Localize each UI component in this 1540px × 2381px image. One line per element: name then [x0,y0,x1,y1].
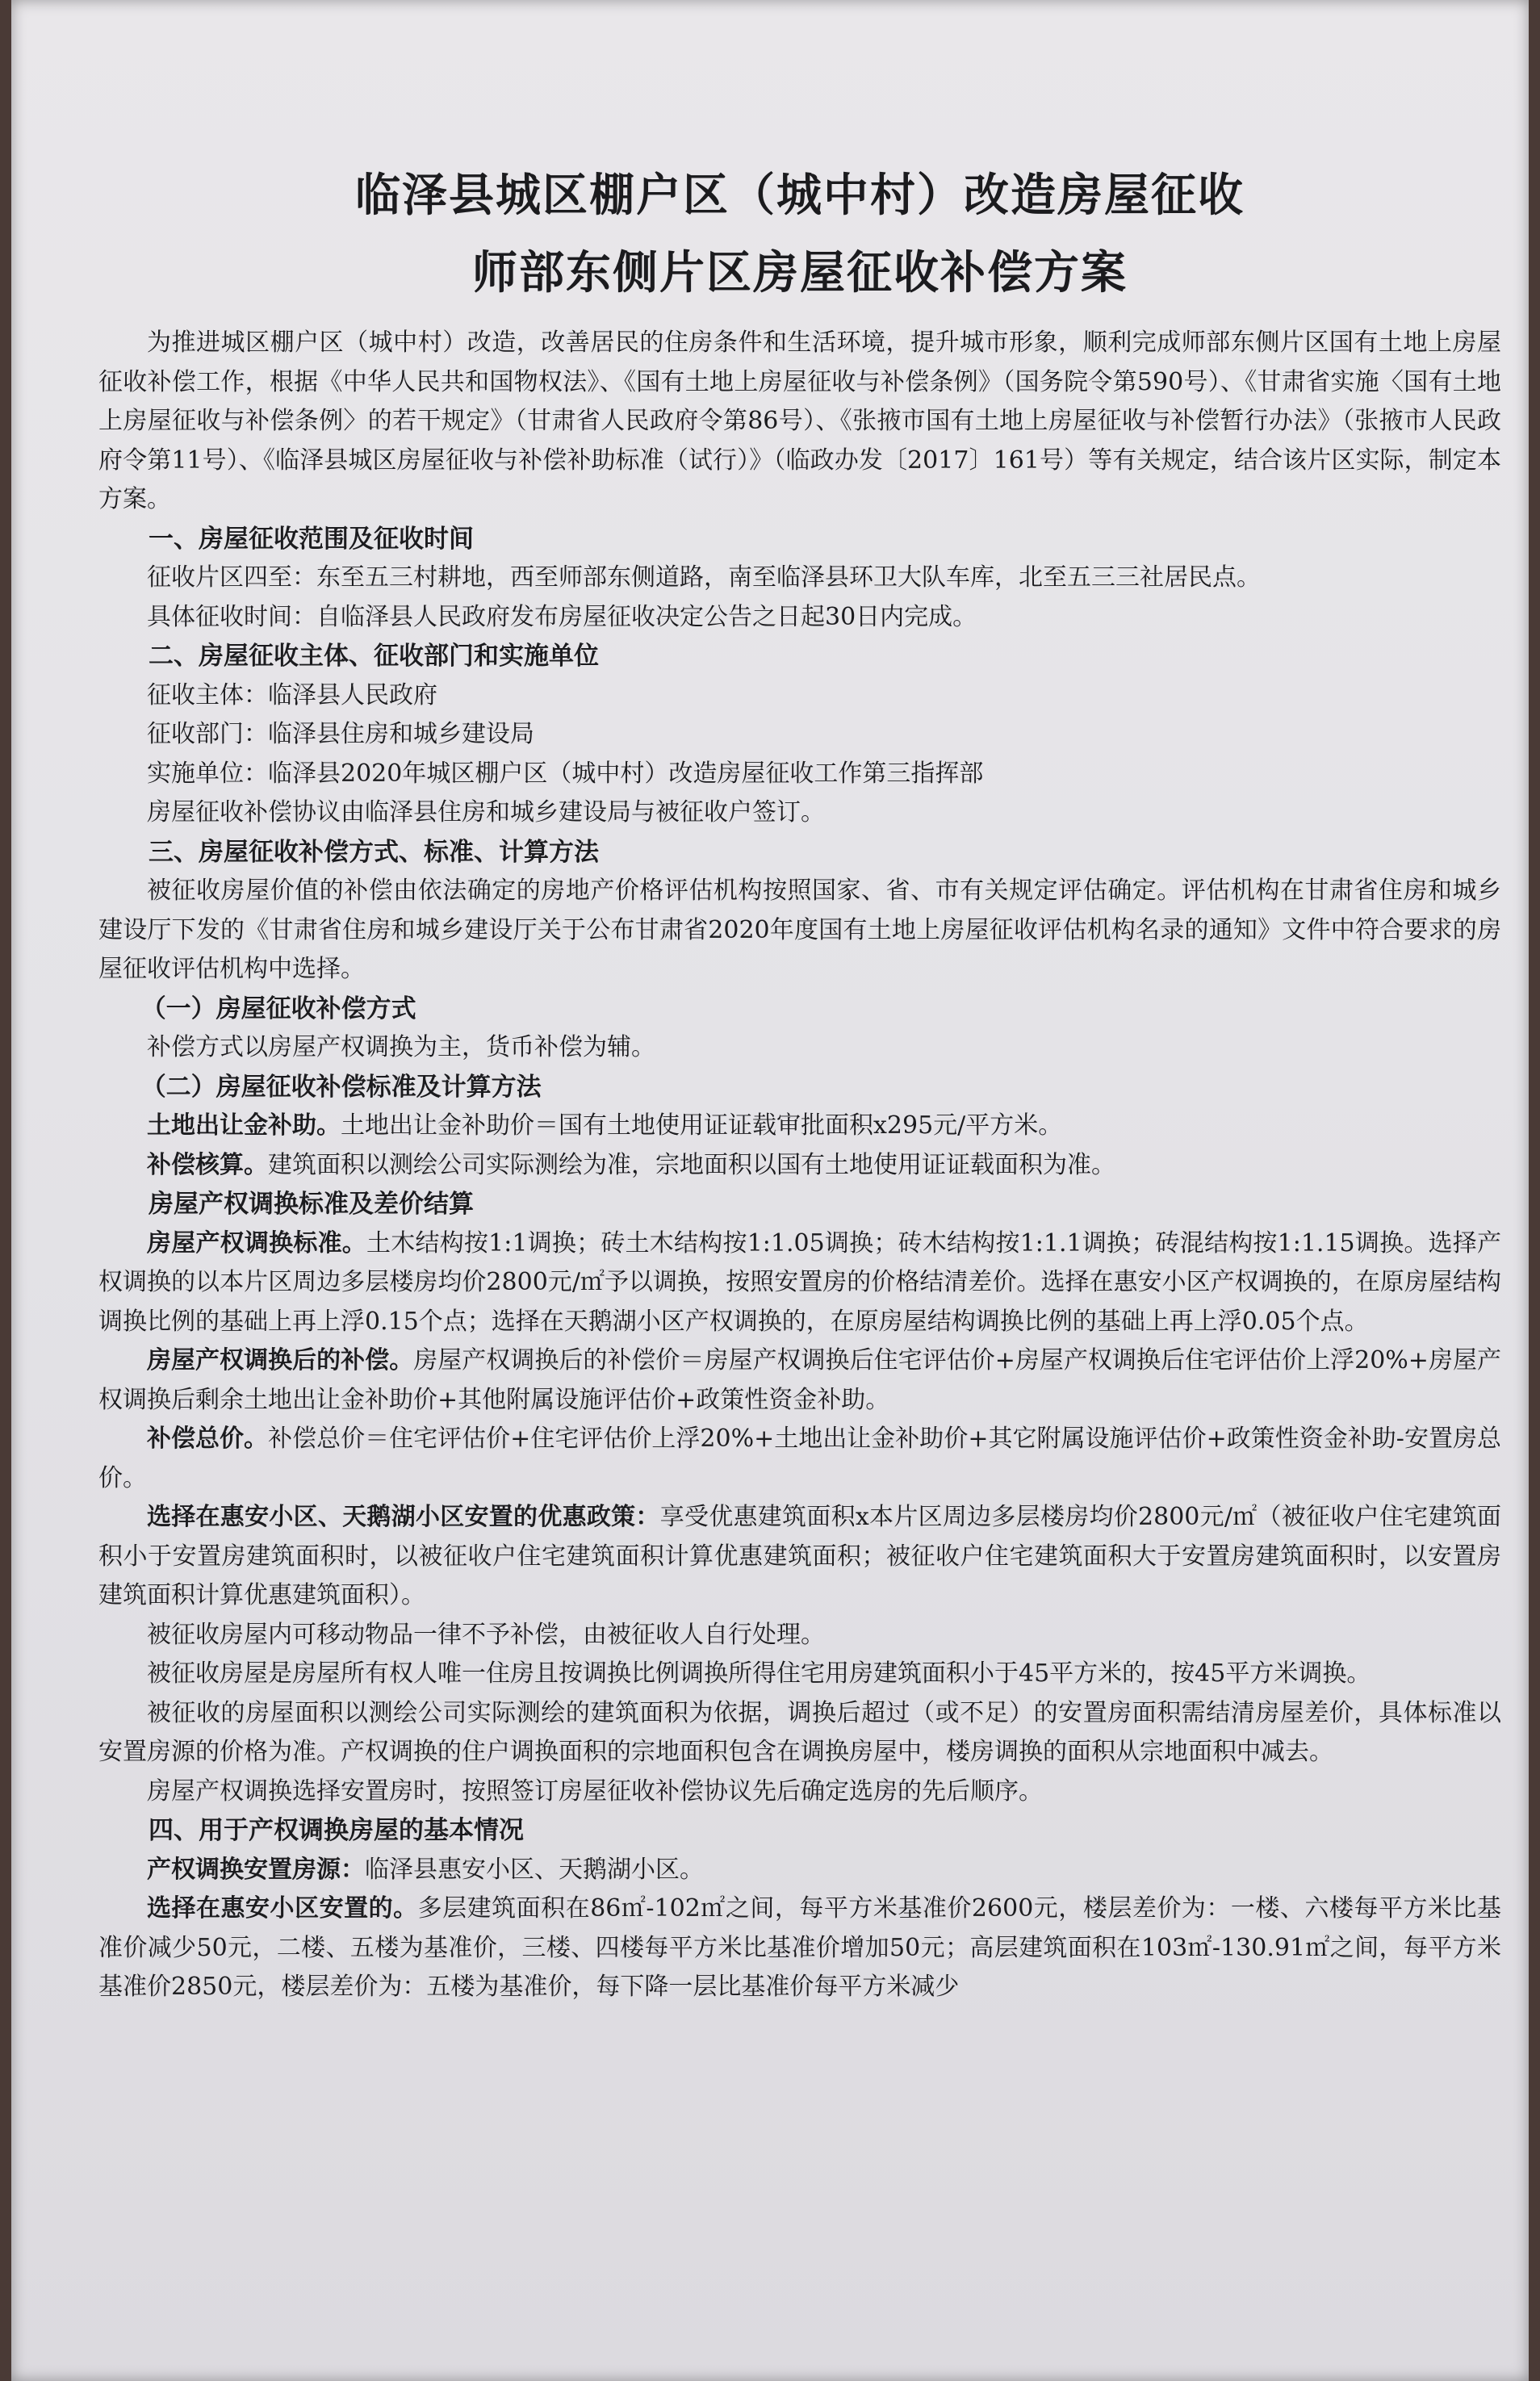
subsection-1-heading: （一）房屋征收补偿方式 [140,994,416,1023]
document-content [98,157,1501,2007]
total-price-label: 补偿总价。 [147,1425,269,1453]
huian-placement-label: 选择在惠安小区安置的。 [147,1894,418,1923]
exchange-standard-text: 土木结构按1:1调换；砖土木结构按1:1.05调换；砖木结构按1:1.1调换；砖混结构按1:1.15调换。选择产权调换的以本片区周边多层楼房均价2800元/㎡予以调换，按照安置房的价格结清差价。选择在惠安小区产权调换的，在原房屋结构调换比例的基础上再上浮0.15个点；选择在天鹅湖小区产权调换的，在原房屋结构调换比例的基础上再上浮0.05个点。 [98,1228,1501,1336]
preferential-policy-paragraph [98,1498,1501,1616]
accounting-paragraph [98,1146,1501,1186]
area-basis-paragraph: 被征收的房屋面积以测绘公司实际测绘的建筑面积为依据，调换后超过（或不足）的安置房面积需结清房屋差价，具体标准以安置房源的价格为准。产权调换的住户调换面积的宗地面积包含在调换房屋中，楼房调换的面积从宗地面积中减去。 [98,1698,1501,1766]
document-body [98,324,1501,2007]
selection-order-paragraph: 房屋产权调换选择安置房时，按照签订房屋征收补偿协议先后确定选房的先后顺序。 [147,1776,1043,1806]
method-paragraph: 补偿方式以房屋产权调换为主，货币补偿为辅。 [147,1033,655,1061]
department-paragraph: 征收部门：临泽县住房和城乡建设局 [147,720,534,748]
land-subsidy-text: 土地出让金补助价＝国有土地使用证证载审批面积x295元/平方米。 [341,1111,1063,1140]
housing-source-label: 产权调换安置房源： [147,1855,365,1884]
title-line-1: 临泽县城区棚户区（城中村）改造房屋征收 [355,169,1245,222]
scope-paragraph: 征收片区四至：东至五三村耕地，西至师部东侧道路，南至临泽县环卫大队车库，北至五三三社居民点。 [147,563,1261,592]
only-home-paragraph: 被征收房屋是房屋所有权人唯一住房且按调换比例调换所得住宅用房建筑面积小于45平方米的，按45平方米调换。 [147,1659,1371,1688]
exchange-standard-paragraph [98,1224,1501,1342]
land-subsidy-paragraph [98,1107,1501,1146]
after-exchange-text: 房屋产权调换后的补偿价＝房屋产权调换后住宅评估价+房屋产权调换后住宅评估价上浮20%+房屋产权调换后剩余土地出让金补助价+其他附属设施评估价+政策性资金补助。 [98,1346,1502,1414]
agreement-paragraph: 房屋征收补偿协议由临泽县住房和城乡建设局与被征收户签订。 [147,798,825,826]
after-exchange-label: 房屋产权调换后的补偿。 [147,1346,414,1375]
time-paragraph: 具体征收时间：自临泽县人民政府发布房屋征收决定公告之日起30日内完成。 [147,602,977,631]
movable-items-paragraph: 被征收房屋内可移动物品一律不予补偿，由被征收人自行处理。 [147,1620,825,1649]
accounting-text: 建筑面积以测绘公司实际测绘为准，宗地面积以国有土地使用证证载面积为准。 [268,1150,1115,1179]
subsection-2-heading: （二）房屋征收补偿标准及计算方法 [140,1072,542,1102]
unit-paragraph: 实施单位：临泽县2020年城区棚户区（城中村）改造房屋征收工作第三指挥部 [147,759,984,788]
valuation-paragraph: 被征收房屋价值的补偿由依法确定的房地产价格评估机构按照国家、省、市有关规定评估确定。评估机构在甘肃省住房和城乡建设厅下发的《甘肃省住房和城乡建设厅关于公布甘肃省2020年度国有土地上房屋征收评估机构名录的通知》文件中符合要求的房屋征收评估机构中选择。 [98,877,1501,983]
section-3-heading: 三、房屋征收补偿方式、标准、计算方法 [149,837,599,867]
huian-placement-paragraph [98,1889,1501,2007]
document-title [98,157,1501,312]
preferential-policy-text: 享受优惠建筑面积x本片区周边多层楼房均价2800元/㎡（被征收户住宅建筑面积小于安置房建筑面积时，以被征收户住宅建筑面积计算优惠建筑面积；被征收户住宅建筑面积大于安置房建筑面积时，以安置房建筑面积计算优惠建筑面积）。 [98,1503,1501,1609]
paper-sheet [11,0,1529,2381]
after-exchange-paragraph [98,1341,1501,1420]
housing-source-paragraph [98,1851,1501,1890]
section-1-heading: 一、房屋征收范围及征收时间 [149,524,474,554]
title-line-2: 师部东侧片区房屋征收补偿方案 [472,247,1128,299]
huian-placement-text: 多层建筑面积在86㎡-102㎡之间，每平方米基准价2600元，楼层差价为：一楼、六楼每平方米比基准价减少50元，二楼、五楼为基准价，三楼、四楼每平方米比基准价增加50元；高层建筑面积在103㎡-130.91㎡之间，每平方米基准价2850元，楼层差价为：五楼为基准价，每下降一层比基准价每平方米减少 [98,1894,1501,2001]
total-price-paragraph [98,1420,1501,1498]
land-subsidy-label: 土地出让金补助。 [147,1111,341,1140]
subject-paragraph: 征收主体：临泽县人民政府 [147,680,437,709]
section-4-heading: 四、用于产权调换房屋的基本情况 [149,1816,524,1845]
accounting-label: 补偿核算。 [147,1150,268,1179]
exchange-heading: 房屋产权调换标准及差价结算 [149,1190,474,1219]
preferential-policy-label: 选择在惠安小区、天鹅湖小区安置的优惠政策： [147,1503,660,1531]
exchange-standard-label: 房屋产权调换标准。 [147,1228,367,1257]
housing-source-text: 临泽县惠安小区、天鹅湖小区。 [365,1855,704,1884]
section-2-heading: 二、房屋征收主体、征收部门和实施单位 [149,642,599,671]
total-price-text: 补偿总价＝住宅评估价+住宅评估价上浮20%+土地出让金补助价+其它附属设施评估价+政策性资金补助-安置房总价。 [98,1425,1501,1492]
intro-paragraph: 为推进城区棚户区（城中村）改造，改善居民的住房条件和生活环境，提升城市形象，顺利完成师部东侧片区国有土地上房屋征收补偿工作，根据《中华人民共和国物权法》、《国有土地上房屋征收与补偿条例》（国务院令第590号）、《甘肃省实施〈国有土地上房屋征收与补偿条例〉的若干规定》（甘肃省人民政府令第86号）、《张掖市国有土地上房屋征收与补偿暂行办法》（张掖市人民政府令第11号）、《临泽县城区房屋征收与补偿补助标准（试行）》（临政办发〔2017〕161号）等有关规定，结合该片区实际，制定本方案。 [98,328,1501,513]
